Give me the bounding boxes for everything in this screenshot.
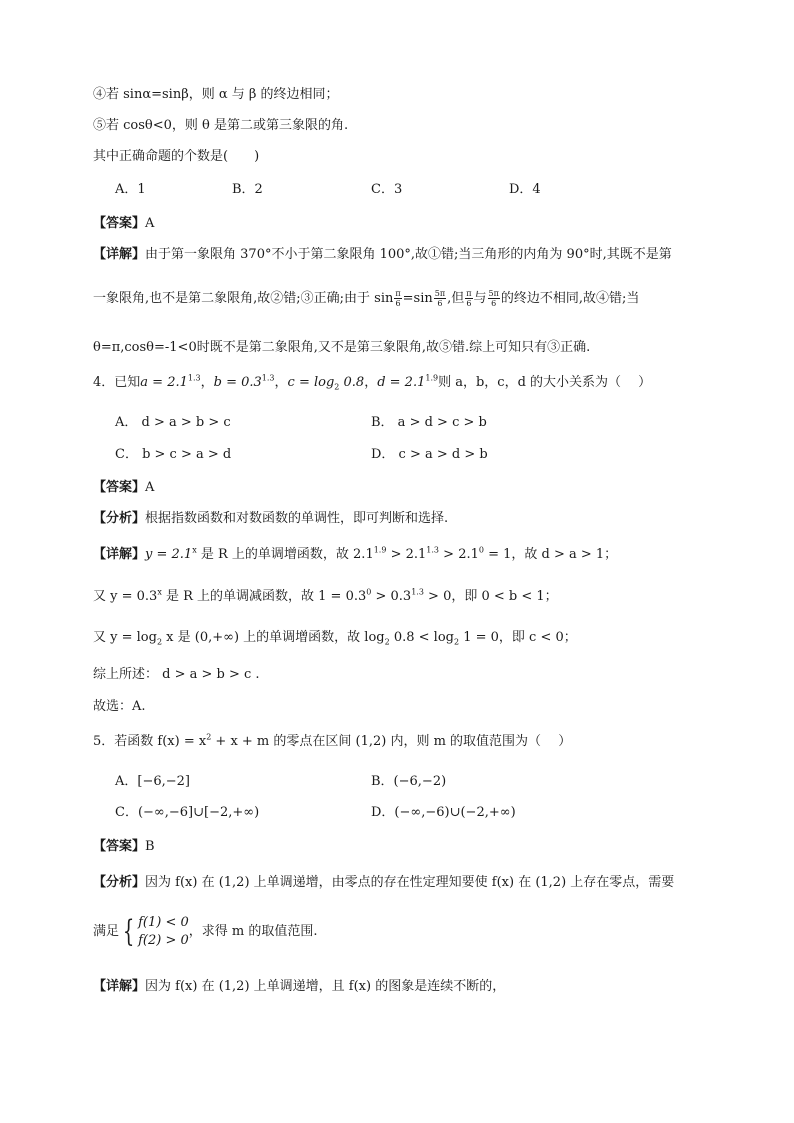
detail-text-2a: 一象限角,也不是第二象限角,故②错;③正确;由于 sin xyxy=(93,291,394,306)
q4-option-a: A． d > a > b > c xyxy=(115,415,231,430)
answer-line xyxy=(93,215,154,233)
q4-tail: 则 a，b，c，d 的大小关系为（ ） xyxy=(438,375,652,390)
statement-4: ④若 sinα=sinβ，则 α 与 β 的终边相同； xyxy=(93,87,339,102)
detail-text-2c: ,但 xyxy=(447,291,465,306)
detail-text-1: 由于第一象限角 370°不小于第二象限角 100°,故①错;当三角形的内角为 90°时,其既不是第 xyxy=(145,247,672,262)
q4-c-base: 2 xyxy=(334,382,340,392)
q4-s2d: > 0，即 0 < b < 1； xyxy=(423,589,558,604)
detail-line-3: θ=π,cosθ=-1<0时既不是第二象限角,又不是第三象限角,故⑤错.综上可知只有③正确. xyxy=(93,340,591,355)
q5-analysis-line-2 xyxy=(93,914,318,950)
analysis-text-2b: ，求得 m 的取值范围. xyxy=(188,924,318,939)
q4-s1d-exp: 0 xyxy=(478,545,484,555)
q4-s1a-exp: x xyxy=(192,545,197,555)
q4-number: 4．已知 xyxy=(93,375,141,390)
q4-d: d = 2.1 xyxy=(377,375,426,390)
q4-s1c-exp: 1.3 xyxy=(426,545,440,555)
q4-detail-line-3 xyxy=(93,629,577,647)
fraction-pi-over-6 xyxy=(394,289,401,308)
q4-s3c: 0.8 < log xyxy=(389,630,454,645)
left-brace-icon: { xyxy=(122,914,135,949)
answer-value: B xyxy=(145,839,155,854)
q4-option-b: B． a > d > c > b xyxy=(371,415,487,430)
q4-s1a: y = 2.1 xyxy=(145,547,193,562)
q4-s2b-exp: 0 xyxy=(366,587,372,597)
q5-option-c: C．(−∞,−6]∪[−2,+∞) xyxy=(115,805,260,820)
q4-s2a-exp: x xyxy=(157,587,162,597)
q4-s3a: 又 y = log xyxy=(93,630,157,645)
fraction-num: 5π xyxy=(488,289,499,298)
q4-detail-line-2 xyxy=(93,588,558,606)
analysis-tag: 【分析】 xyxy=(93,511,146,526)
detail-line-2 xyxy=(93,288,639,310)
fraction-5pi-over-6 xyxy=(488,289,500,308)
q4-s2a: 又 y = 0.3 xyxy=(93,589,158,604)
fraction-den: 6 xyxy=(491,299,497,308)
q5-answer-line xyxy=(93,838,155,856)
q4-summary: 综上所述： d > a > b > c . xyxy=(93,667,260,682)
statement-5: ⑤若 cosθ<0，则 θ 是第二或第三象限的角. xyxy=(93,118,349,133)
q5-option-d: D．(−∞,−6)∪(−2,+∞) xyxy=(371,805,516,820)
q4-s2c: > 0.3 xyxy=(371,589,412,604)
detail-text-2b: =sin xyxy=(402,291,433,306)
fraction-num: π xyxy=(395,289,401,298)
q4-s3c-sub: 2 xyxy=(454,637,460,647)
detail-text: 因为 f(x) 在 (1,2) 上单调递增，且 f(x) 的图象是连续不断的， xyxy=(145,979,506,994)
q5-stem-exp: 2 xyxy=(206,732,212,742)
q5-stem-tail: + x + m 的零点在区间 (1,2) 内，则 m 的取值范围为（ ） xyxy=(211,734,572,749)
q4-c-arg: 0.8 xyxy=(339,375,365,390)
answer-tag: 【答案】 xyxy=(93,216,146,231)
q4-s3b-sub: 2 xyxy=(384,637,390,647)
inequality-system xyxy=(138,914,189,950)
q4-choice: 故选：A. xyxy=(93,699,146,714)
q4-s3d: 1 = 0，即 c < 0； xyxy=(459,630,577,645)
detail-tag: 【详解】 xyxy=(93,979,146,994)
q4-b-exp: 1.3 xyxy=(261,373,275,383)
detail-tag: 【详解】 xyxy=(93,547,146,562)
fraction-num: π xyxy=(466,289,472,298)
option-a: A．1 xyxy=(115,182,146,197)
fraction-den: 6 xyxy=(437,299,443,308)
fraction-5pi-over-6 xyxy=(434,289,446,308)
q4-a: a = 2.1 xyxy=(140,375,188,390)
analysis-text-2a: 满足 xyxy=(93,924,120,939)
q5-stem xyxy=(93,733,571,751)
fraction-den: 6 xyxy=(466,299,472,308)
fraction-den: 6 xyxy=(395,299,401,308)
q4-s2b: 是 R 上的单调减函数，故 1 = 0.3 xyxy=(161,589,367,604)
q4-s2c-exp: 1.3 xyxy=(411,587,424,597)
q4-stem: 4．已知$a = 2.1^{1.3}$，$b = 0.3^{1.3}$，$c = \log_2 0.8$，$d = 2.1^{1.9}$则 a，b，c，d 的大小关系为（ ） xyxy=(93,373,652,392)
detail-tag: 【详解】 xyxy=(93,247,146,262)
q4-option-d: D． c > a > d > b xyxy=(371,447,488,462)
option-c: C．3 xyxy=(371,182,403,197)
q4-s1b-exp: 1.9 xyxy=(373,545,387,555)
q4-s1d: > 2.1 xyxy=(439,547,479,562)
option-b: B．2 xyxy=(232,182,263,197)
question-prompt: 其中正确命题的个数是( ) xyxy=(93,149,260,164)
q5-detail-line-1 xyxy=(93,978,505,996)
q4-s3a-sub: 2 xyxy=(156,637,163,647)
inequality-1: f(1) < 0 xyxy=(138,915,189,930)
analysis-text: 根据指数函数和对数函数的单调性，即可判断和选择. xyxy=(145,511,449,526)
q4-c: c = log xyxy=(287,375,335,390)
fraction-pi-over-6 xyxy=(465,289,472,308)
option-d: D．4 xyxy=(509,182,541,197)
q4-detail-line-1 xyxy=(93,546,617,564)
q4-s1e: = 1，故 d > a > 1； xyxy=(483,547,618,562)
q4-d-exp: 1.9 xyxy=(425,373,439,383)
detail-line-1 xyxy=(93,246,672,264)
q4-b: b = 0.3 xyxy=(213,375,262,390)
q4-option-c: C． b > c > a > d xyxy=(115,447,232,462)
detail-text-2d: 与 xyxy=(473,291,487,306)
q4-analysis-line xyxy=(93,510,448,528)
answer-value: A xyxy=(145,480,155,495)
analysis-text-1: 因为 f(x) 在 (1,2) 上单调递增，由零点的存在性定理知要使 f(x) 在 (1,2) 上存在零点，需要 xyxy=(145,875,675,890)
q4-s1b: 是 R 上的单调增函数，故 2.1 xyxy=(196,547,374,562)
q5-option-a: A．[−6,−2] xyxy=(115,774,190,789)
q5-stem-text: 5．若函数 f(x) = x xyxy=(93,734,207,749)
q4-s1c: > 2.1 xyxy=(386,547,427,562)
q4-s3b: x 是 (0,+∞) 上的单调增函数，故 log xyxy=(162,630,385,645)
q5-option-b: B．(−6,−2) xyxy=(371,774,447,789)
q4-answer-line xyxy=(93,479,154,497)
q4-a-exp: 1.3 xyxy=(187,373,201,383)
answer-tag: 【答案】 xyxy=(93,839,146,854)
answer-value: A xyxy=(145,216,155,231)
q5-analysis-line-1 xyxy=(93,874,674,892)
detail-text-2e: 的终边不相同,故④错;当 xyxy=(500,291,640,306)
inequality-2: f(2) > 0 xyxy=(138,933,189,948)
answer-tag: 【答案】 xyxy=(93,480,146,495)
analysis-tag: 【分析】 xyxy=(93,875,146,890)
fraction-num: 5π xyxy=(434,289,446,298)
